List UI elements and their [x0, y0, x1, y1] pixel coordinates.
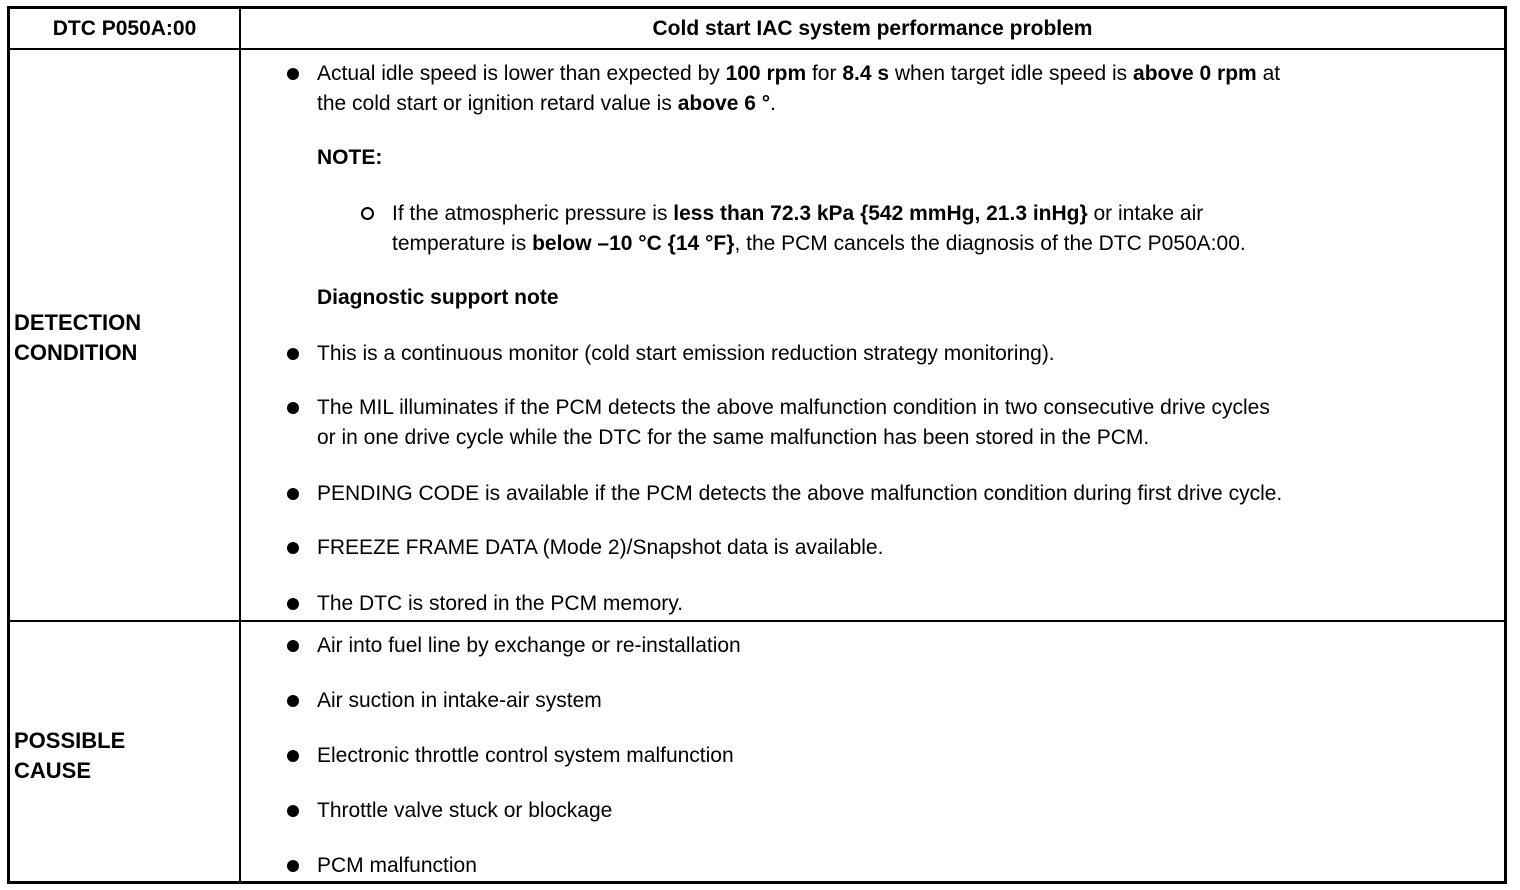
- bullet-icon: [287, 402, 299, 414]
- note-line1: If the atmospheric pressure is less than 72.3 kPa {542 mmHg, 21.3 inHg} or intake air: [392, 202, 1204, 225]
- support-item-2-line2: or in one drive cycle while the DTC for the same malfunction has been stored in the PCM.: [317, 426, 1150, 449]
- detection-label-line2: CONDITION: [14, 340, 138, 365]
- support-item-4: FREEZE FRAME DATA (Mode 2)/Snapshot data is available.: [317, 536, 884, 559]
- cause-label-line1: POSSIBLE: [14, 728, 126, 753]
- bullet-icon: [287, 542, 299, 554]
- support-item-1: This is a continuous monitor (cold start emission reduction strategy monitoring).: [317, 342, 1055, 365]
- detection-condition-label: [14, 308, 234, 368]
- bullet-icon: [287, 68, 299, 80]
- detection-label-line1: DETECTION: [14, 310, 142, 335]
- bullet-icon: [287, 860, 299, 872]
- bullet-icon: [287, 640, 299, 652]
- bullet-icon: [287, 805, 299, 817]
- dtc-code-header: DTC P050A:00: [52, 17, 197, 40]
- bullet-icon: [287, 598, 299, 610]
- column-divider: [239, 9, 241, 881]
- support-item-3: PENDING CODE is available if the PCM detects the above malfunction condition during first drive cycle.: [317, 482, 1283, 505]
- note-line2: temperature is below –10 °C {14 °F}, the PCM cancels the diagnosis of the DTC P050A:00.: [392, 232, 1246, 255]
- note-label: NOTE:: [317, 146, 383, 169]
- support-item-2-line1: The MIL illuminates if the PCM detects the above malfunction condition in two consecutive drive cycles: [317, 396, 1270, 419]
- detection-item-1-line2: the cold start or ignition retard value is above 6 °.: [317, 92, 776, 115]
- bullet-icon: [287, 488, 299, 500]
- cause-label-line2: CAUSE: [14, 758, 92, 783]
- cause-item-1: Air into fuel line by exchange or re-installation: [317, 634, 741, 657]
- row-divider: [10, 620, 1504, 622]
- support-item-5: The DTC is stored in the PCM memory.: [317, 592, 684, 615]
- cause-item-5: PCM malfunction: [317, 854, 477, 877]
- support-note-label: Diagnostic support note: [317, 286, 559, 309]
- bullet-icon: [287, 348, 299, 360]
- header-divider: [10, 48, 1504, 50]
- hollow-bullet-icon: [361, 207, 374, 220]
- cause-item-2: Air suction in intake-air system: [317, 689, 602, 712]
- dtc-table: [7, 6, 1507, 884]
- possible-cause-label: [14, 726, 234, 786]
- cause-item-3: Electronic throttle control system malfunction: [317, 744, 734, 767]
- cause-item-4: Throttle valve stuck or blockage: [317, 799, 613, 822]
- detection-item-1-line1: Actual idle speed is lower than expected by 100 rpm for 8.4 s when target idle speed is above 0 rpm at: [317, 62, 1281, 85]
- bullet-icon: [287, 695, 299, 707]
- bullet-icon: [287, 750, 299, 762]
- dtc-title-header: Cold start IAC system performance problem: [652, 17, 1093, 40]
